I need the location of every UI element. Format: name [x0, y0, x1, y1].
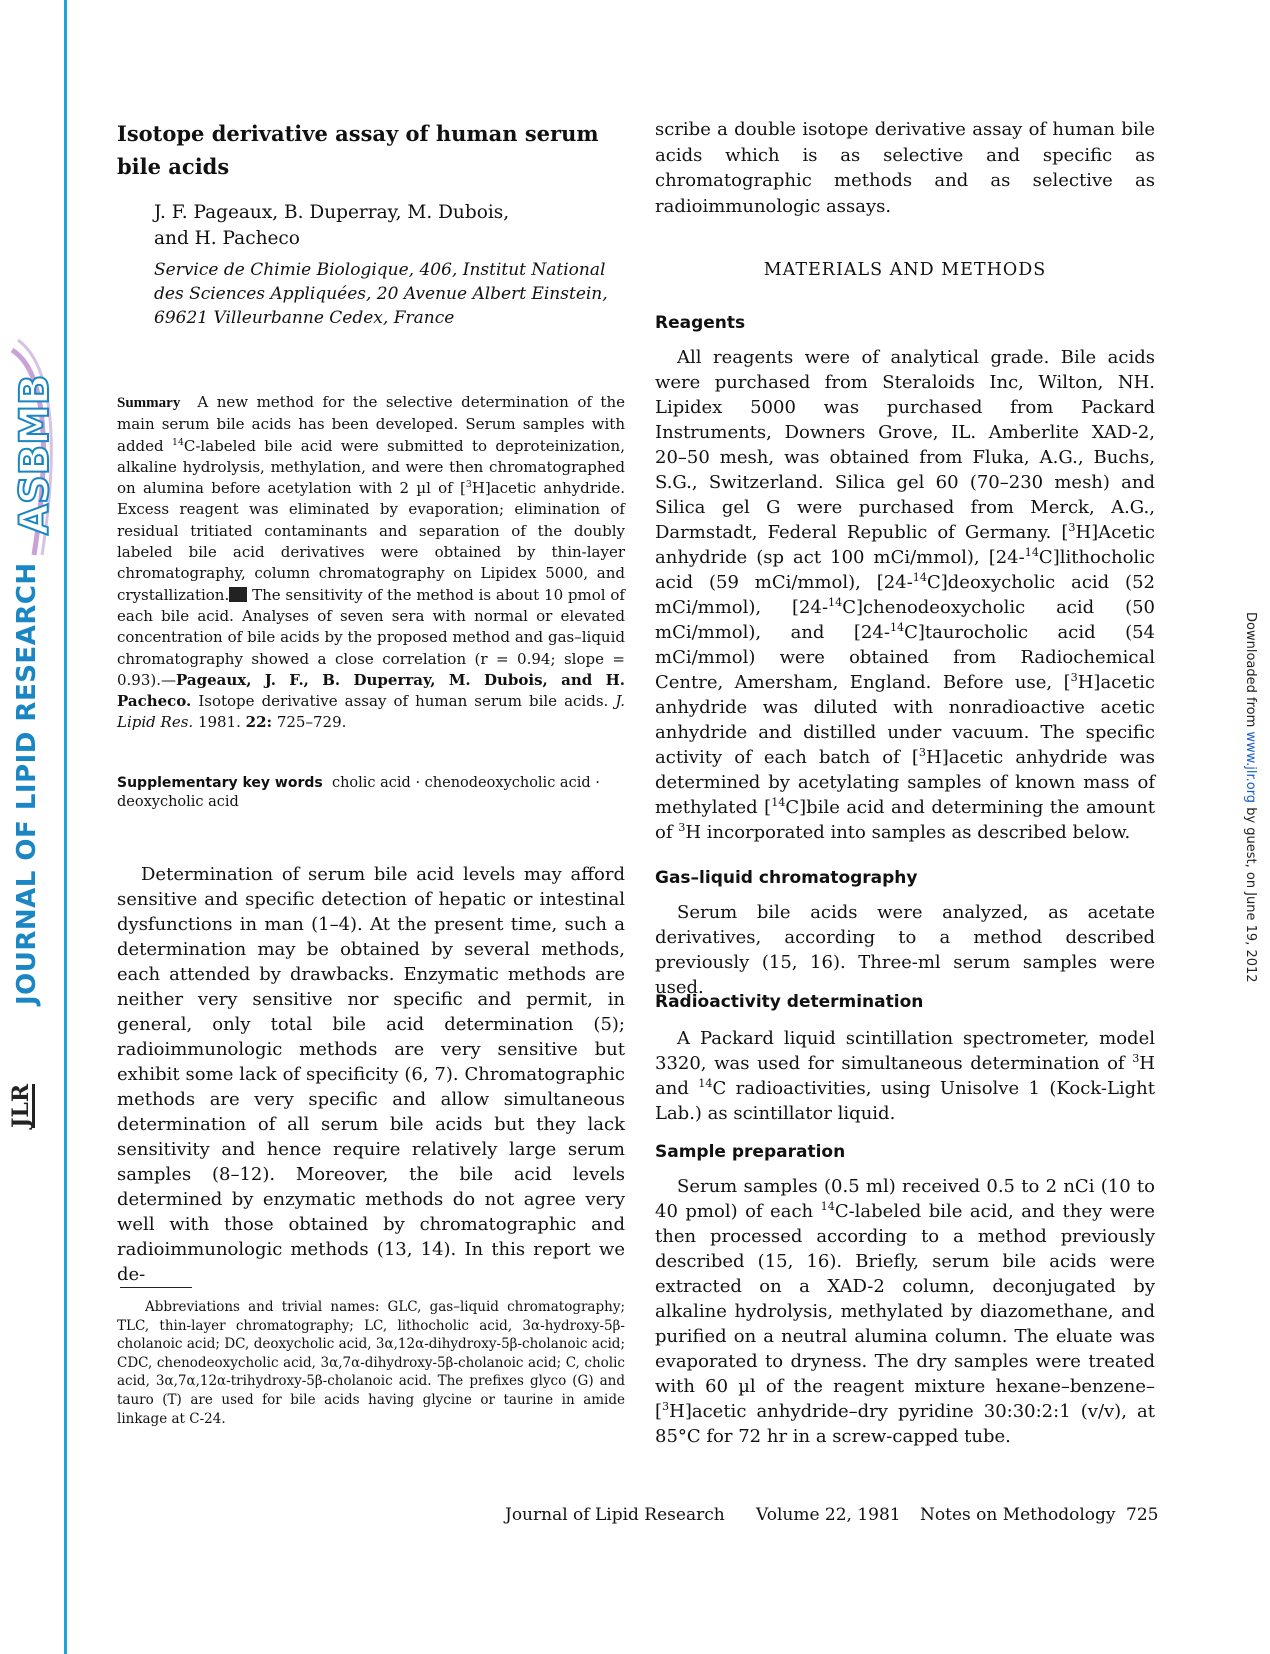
summary-sup-1: 14 [172, 436, 184, 448]
reagents-sup-f: 3 [1070, 671, 1078, 684]
asbmb-logo-text: ASBMB [12, 374, 58, 535]
reagents-sup-i: 3 [678, 821, 686, 834]
radio-text-b: H and [655, 1053, 1155, 1099]
asbmb-logo [4, 330, 60, 560]
summary-sup-2: 3 [465, 479, 472, 491]
download-link[interactable]: www.jlr.org [1243, 731, 1258, 804]
summary-text-2: C-labeled bile acid were submitted to deproteinization, alkaline hydrolysis, methylation, and were then chromatographed on alumina before acetylation with 2 µl of [ [117, 436, 625, 498]
reagents-sup-d: 14 [828, 596, 843, 609]
abbreviations-footnote: Abbreviations and trivial names: GLC, gas–liquid chromatography; TLC, thin-layer chromatography; LC, lithocholic acid, 3α-hydroxy-5β-cholanoic acid; DC, deoxycholic acid, 3α,12α-dihydroxy-5β-cholanoic acid; CDC, chenodeoxycholic acid, 3α,7α-dihydroxy-5β-cholanoic acid; C, cholic acid, 3α,7α,12α-trihydroxy-5β-cholanoic acid. The prefixes glyco (G) and tauro (T) are used for bile acids having glycine or taurine in amide linkage at C-24. [117, 1299, 625, 1427]
reagents-text-i: C]bile acid and determining the amount of [655, 797, 1155, 843]
authors-line-1: J. F. Pageaux, B. Duperray, M. Dubois, [154, 202, 510, 223]
key-words-label: Supplementary key words [117, 775, 323, 791]
summary-text-1: A new method for the selective determination of the main serum bile acids has been developed. Serum samples with added [117, 393, 625, 455]
citation-title: Isotope derivative assay of human serum bile acids. [191, 692, 616, 711]
footnote-rule [120, 1287, 192, 1288]
reagents-text-a: All reagents were of analytical grade. Bile acids were purchased from Steraloids Inc, Wilton, NH. Lipidex 5000 was purchased from Packard Instruments, Downers Grove, IL. Amberlite XAD-2, 20–50 mesh, was obtained from Fluka, A.G., Buchs, S.G., Switzerland. Silica gel 60 (70–230 mesh) and Silica gel G were purchased from Merck, A.G., Darmstadt, Federal Republic of Germany. [ [655, 347, 1155, 543]
summary-text-4: The sensitivity of the method is about 10 pmol of each bile acid. Analyses of seven sera with normal or elevated concentration of bile acids by the proposed method and gas–liquid chromatography showed a close correlation (r = 0.94; slope = 0.93).— [117, 585, 625, 689]
radio-sup-b: 14 [698, 1077, 713, 1090]
sample-text-c: H]acetic anhydride–dry pyridine 30:30:2:1 (v/v), at 85°C for 72 hr in a screw-capped tube. [655, 1401, 1155, 1447]
citation-volume: 22: [245, 713, 273, 732]
reagents-text-c: C]lithocholic acid (59 mCi/mmol), [24- [655, 547, 1155, 593]
document-marker-icon [229, 587, 247, 602]
footer-volume: Volume 22, 1981 [756, 1505, 901, 1525]
reagents-text-j: H incorporated into samples as described below. [685, 822, 1131, 843]
reagents-text-g: H]acetic anhydride was diluted with nonradioactive acetic anhydride and distilled under vacuum. The specific activity of each batch of [ [655, 672, 1155, 768]
footer-journal: Journal of Lipid Research [505, 1505, 725, 1525]
reagents-sup-h: 14 [771, 796, 786, 809]
sample-text-a: Serum samples (0.5 ml) received 0.5 to 2 nCi (10 to 40 pmol) of each [655, 1176, 1155, 1222]
citation-authors: Pageaux, J. F., B. Duperray, M. Dubois, and H. Pacheco. [117, 670, 625, 711]
citation-year: 1981. [193, 713, 246, 732]
article-authors [154, 200, 624, 252]
radio-text-a: A Packard liquid scintillation spectrometer, model 3320, was used for simultaneous determination of [655, 1028, 1155, 1074]
article-affiliation [154, 258, 624, 330]
journal-name-vertical: JOURNAL OF LIPID RESEARCH [12, 562, 42, 1005]
page-number: 725 [1126, 1505, 1159, 1525]
jlr-logo: JLR [8, 1083, 34, 1128]
methods-heading: MATERIALS AND METHODS [763, 260, 1047, 280]
reagents-text-e: C]chenodeoxycholic acid (50 mCi/mmol), and [24- [655, 597, 1155, 643]
sample-sup-b: 3 [662, 1400, 670, 1413]
glc-heading: Gas–liquid chromatography [655, 868, 918, 888]
radio-sup-a: 3 [1132, 1052, 1140, 1065]
reagents-sup-a: 3 [1068, 521, 1076, 534]
reagents-sup-e: 14 [889, 621, 905, 634]
authors-line-2: and H. Pacheco [154, 228, 300, 249]
introduction-right: scribe a double isotope derivative assay of human bile acids which is as selective and specific as chromatographic methods and as selective as radioimmunologic assays. [655, 119, 1155, 217]
summary-label: Summary [117, 395, 181, 411]
summary-block [117, 392, 625, 734]
radioactivity-paragraph [655, 1026, 1155, 1126]
reagents-sup-c: 14 [912, 571, 927, 584]
reagents-text-b: H]Acetic anhydride (sp act 100 mCi/mmol), [24- [655, 522, 1155, 568]
reagents-sup-b: 14 [1024, 546, 1039, 559]
sample-text-b: C-labeled bile acid, and they were then processed according to a method previously described (15, 16). Briefly, serum bile acids were extracted on a XAD-2 column, deconjugated by alkaline hydrolysis, methylated by diazomethane, and purified on a neutral alumina column. The eluate was evaporated to dryness. The dry samples were treated with 60 µl of the reagent mixture hexane–benzene–[ [655, 1201, 1155, 1422]
download-prefix: Downloaded from [1243, 612, 1258, 732]
side-divider [64, 0, 67, 1654]
article-title: Isotope derivative assay of human serum bile acids [117, 121, 599, 179]
key-words-text: cholic acid · chenodeoxycholic acid · deoxycholic acid [117, 775, 600, 810]
sample-sup-a: 14 [820, 1200, 835, 1213]
radioactivity-heading: Radioactivity determination [655, 992, 924, 1012]
introduction-left: Determination of serum bile acid levels may afford sensitive and specific detection of hepatic or intestinal dysfunctions in man (1–4). At the present time, such a determination may be obtained by several methods, each attended by drawbacks. Enzymatic methods are neither very sensitive nor specific and permit, in general, only total bile acid determination (5); radioimmunologic methods are very sensitive but exhibit some lack of specificity (6, 7). Chromatographic methods are very specific and allow simultaneous determination of all serum bile acids but they lack sensitivity and hence require relatively large serum samples (8–12). Moreover, the bile acid levels determined by enzymatic methods do not agree very well with those obtained by chromatographic and radioimmunologic methods (13, 14). In this report we de- [117, 864, 625, 1285]
download-notice [1243, 612, 1258, 983]
reagents-text-h: H]acetic anhydride was determined by acetylating samples of known mass of methylated [ [655, 747, 1155, 818]
download-suffix: by guest, on June 19, 2012 [1243, 803, 1258, 983]
reagents-text-d: C]deoxycholic acid (52 mCi/mmol), [24- [655, 572, 1155, 618]
citation-journal: J. Lipid Res. [117, 692, 625, 732]
footer-section: Notes on Methodology [920, 1505, 1116, 1525]
glc-paragraph: Serum bile acids were analyzed, as acetate derivatives, according to a method described previously (15, 16). Three-ml serum samples were used. [655, 902, 1155, 998]
sample-preparation-heading: Sample preparation [655, 1142, 846, 1162]
reagents-heading: Reagents [655, 313, 746, 333]
reagents-paragraph [655, 345, 1155, 845]
journal-side-strip [0, 0, 64, 1654]
affiliation-line-1: Service de Chimie Biologique, 406, Institut National [154, 260, 606, 280]
summary-text-3: H]acetic anhydride. Excess reagent was eliminated by evaporation; elimination of residual tritiated contaminants and separation of the doubly labeled bile acid derivatives were obtained by thin-layer chromatography, column chromatography on Lipidex 5000, and crystallization. [117, 479, 625, 604]
affiliation-line-3: 69621 Villeurbanne Cedex, France [154, 308, 455, 328]
key-words [117, 774, 625, 812]
reagents-sup-g: 3 [918, 746, 926, 759]
sample-preparation-paragraph [655, 1174, 1155, 1449]
citation-pages: 725–729. [272, 713, 347, 732]
radio-text-c: C radioactivities, using Unisolve 1 (Kock-Light Lab.) as scintillator liquid. [655, 1078, 1156, 1124]
affiliation-line-2: des Sciences Appliquées, 20 Avenue Albert Einstein, [154, 284, 608, 304]
reagents-text-f: C]taurocholic acid (54 mCi/mmol) were obtained from Radiochemical Centre, Amersham, England. Before use, [ [655, 622, 1155, 693]
